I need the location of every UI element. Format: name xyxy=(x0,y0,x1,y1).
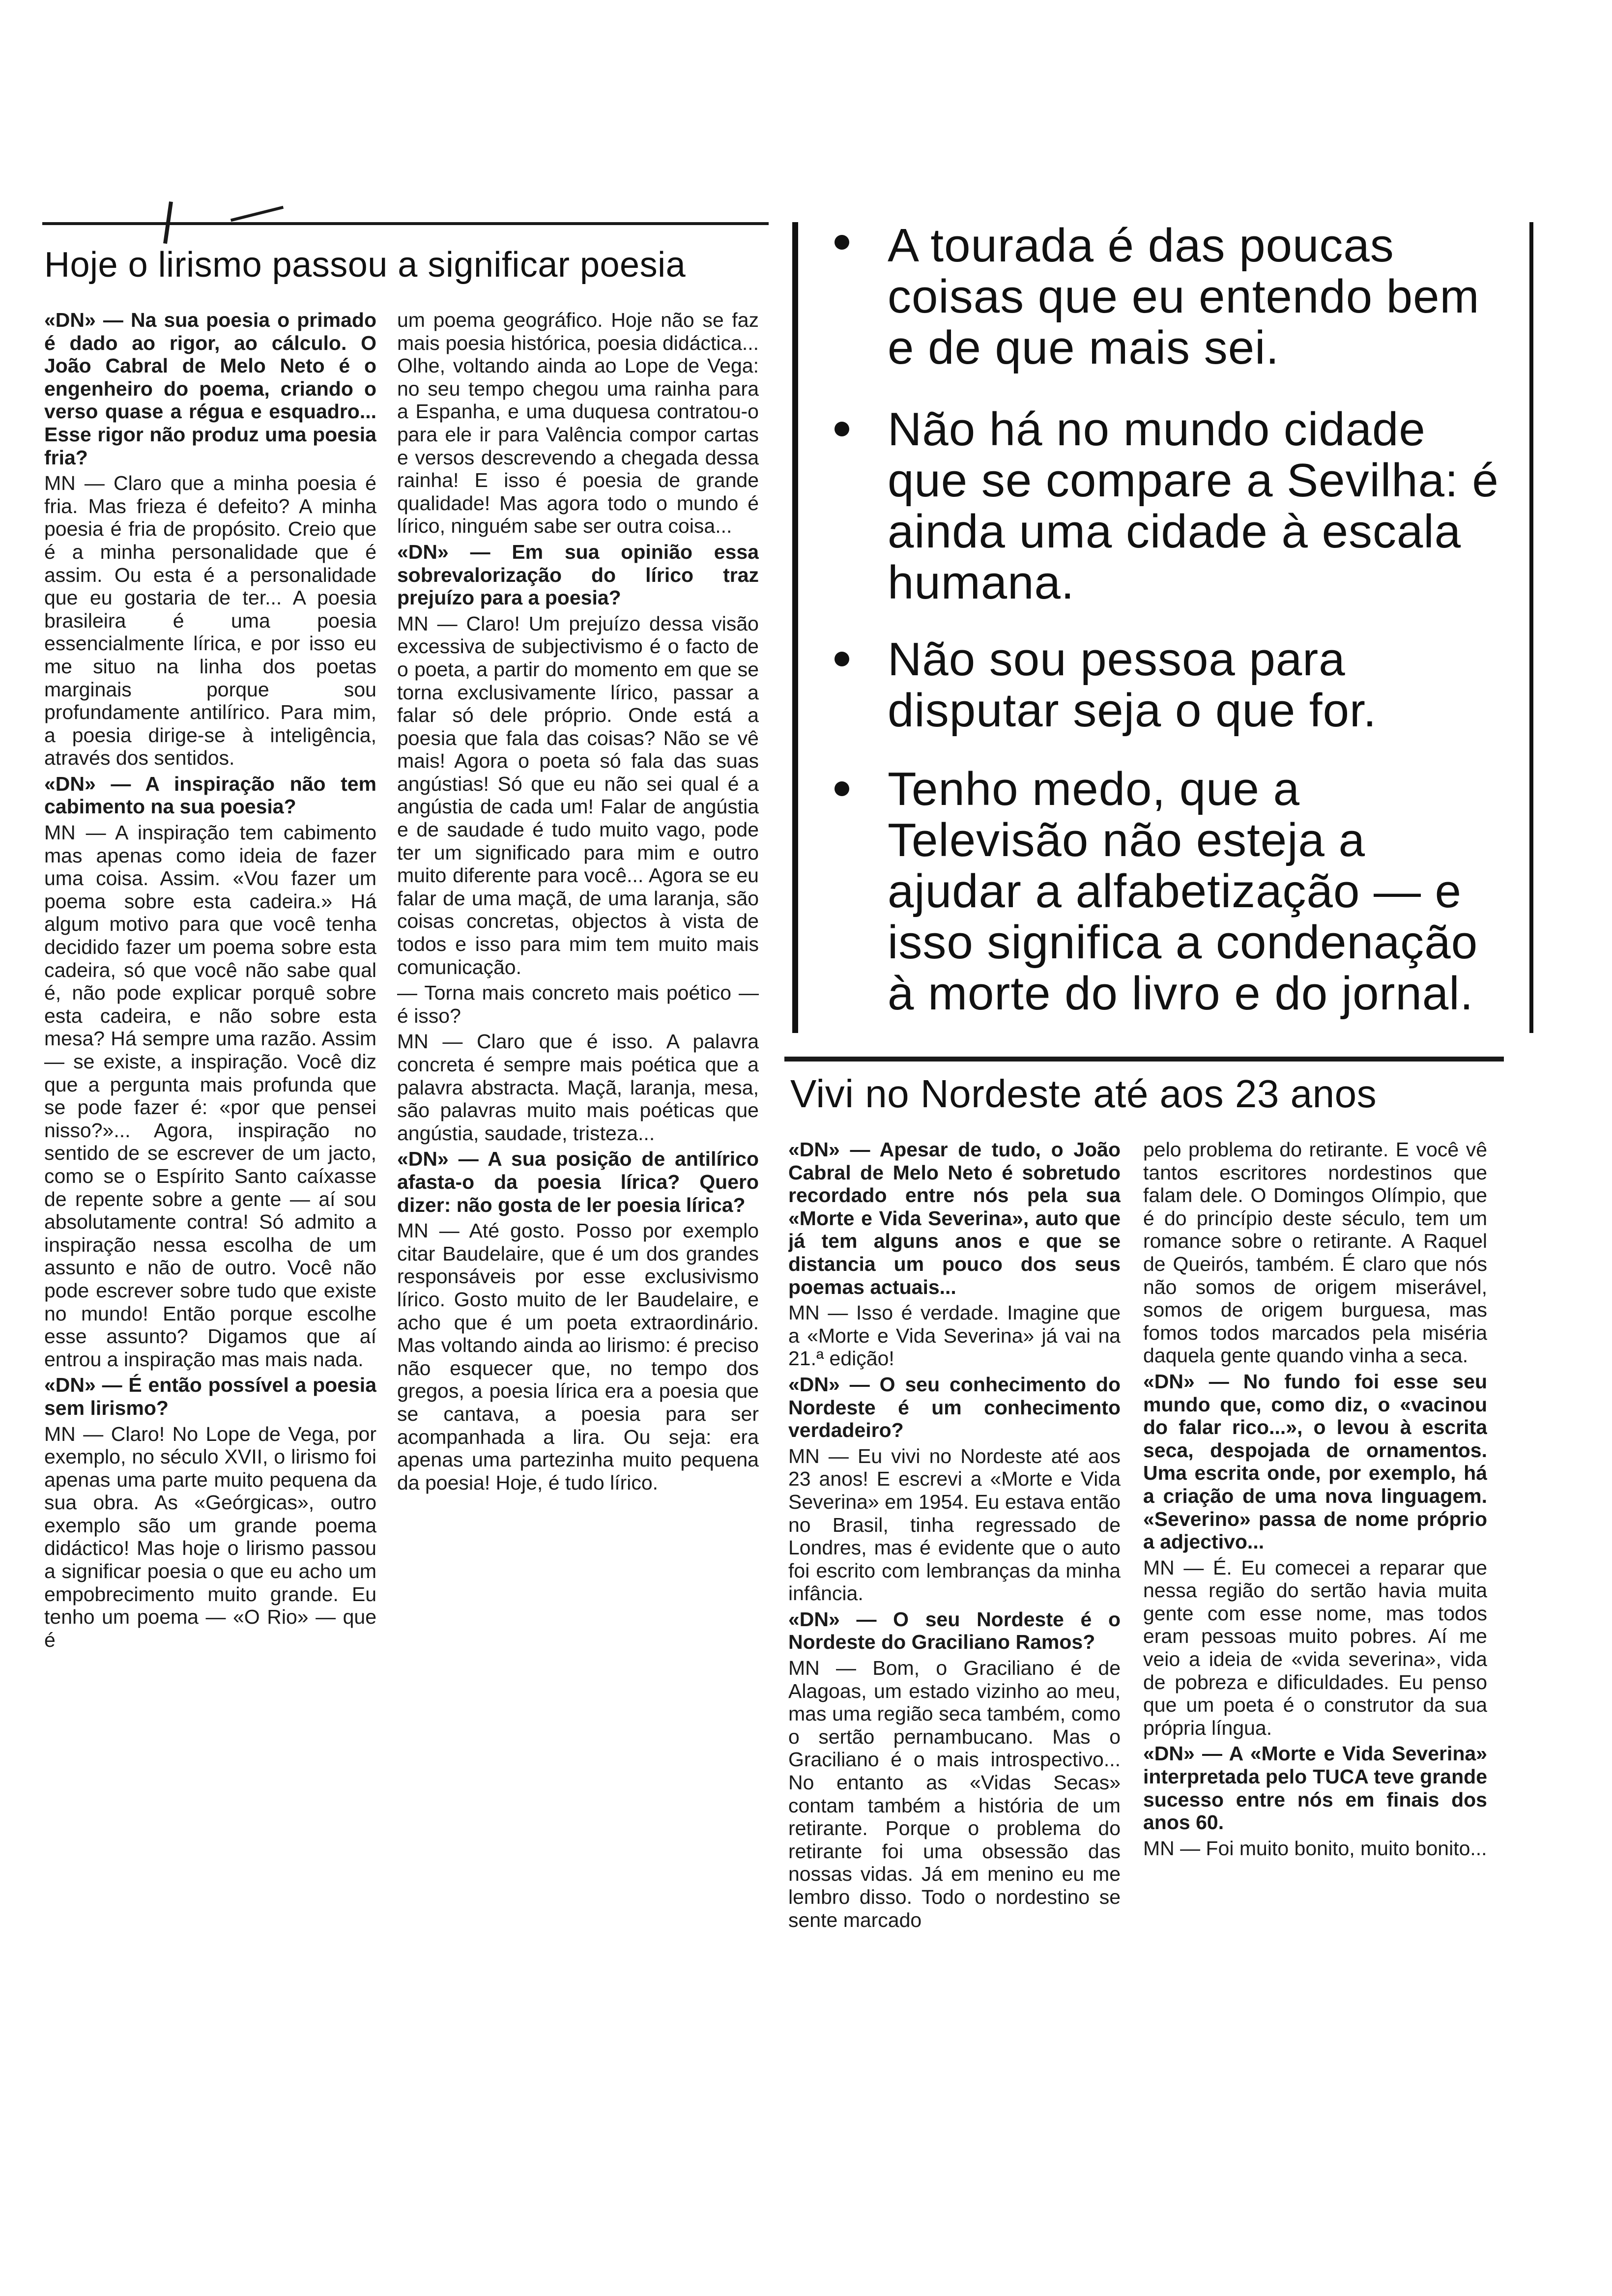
quote-box xyxy=(792,219,1533,1033)
bullet-dot-icon xyxy=(835,235,849,250)
question-paragraph: «DN» — A inspiração não tem cabimento na sua poesia? xyxy=(44,772,376,818)
column-2 xyxy=(397,309,759,2166)
question-paragraph: «DN» — É então possível a poesia sem lirismo? xyxy=(44,1374,376,1419)
answer-paragraph: MN — Bom, o Graciliano é de Alagoas, um estado vizinho ao meu, mas uma região seca também, como o sertão pernambucano. Mas o Graciliano é o mais introspectivo... No entanto as «Vidas Secas» contam também a história de um retirante. Porque o problema do retirante foi uma obsessão das nossas vidas. Já em menino eu me lembro disso. Todo o nordestino se sente marcado xyxy=(788,1657,1121,1931)
answer-paragraph: — Torna mais concreto mais poético — é isso? xyxy=(397,981,759,1027)
bullet-dot-icon xyxy=(835,652,849,666)
top-rule-right xyxy=(784,1057,1504,1062)
question-paragraph: «DN» — O seu Nordeste é o Nordeste do Graciliano Ramos? xyxy=(788,1607,1121,1654)
bullet-dot-icon xyxy=(835,422,849,436)
column-4 xyxy=(1143,1138,1487,2200)
column-1 xyxy=(44,309,376,2166)
answer-paragraph: MN — Claro! Um prejuízo dessa visão excessiva de subjectivismo é o facto de o poeta, a partir do momento em que se torna exclusivamente lírico, passar a falar só dele próprio. Onde está a poesia que fala das coisas? Não se vê mais! Agora o poeta só fala das suas angústias! Só que eu não sei qual é a angústia de cada um! Falar de angústia e de saudade é tudo muito vago, pode ter um significado para mim e outro muito diferente para você... Agora se eu falar de uma maçã, de uma laranja, são coisas concretas, objectos à vista de todos e isso para mim tem muito mais comunicação. xyxy=(397,612,759,978)
question-paragraph: «DN» — Em sua opinião essa sobrevalorização do lírico traz prejuízo para a poesia? xyxy=(397,540,759,609)
column-3 xyxy=(788,1138,1121,2200)
question-paragraph: «DN» — A «Morte e Vida Severina» interpretada pelo TUCA teve grande sucesso entre nós em finais dos anos 60. xyxy=(1143,1742,1487,1834)
clipping-mark-stroke xyxy=(230,206,284,222)
answer-paragraph: MN — Foi muito bonito, muito bonito... xyxy=(1143,1837,1487,1860)
question-paragraph: «DN» — No fundo foi esse seu mundo que, como diz, o «vacinou do falar rico...», o levou à escrita seca, despojada de ornamentos. Uma escrita onde, por exemplo, há a criação de uma nova linguagem. «Severino» passa de nome próprio a adjectivo... xyxy=(1143,1370,1487,1553)
question-paragraph: «DN» — A sua posição de antilírico afasta-o da poesia lírica? Quero dizer: não gosta de ler poesia lírica? xyxy=(397,1148,759,1216)
question-paragraph: «DN» — Na sua poesia o primado é dado ao rigor, ao cálculo. O João Cabral de Melo Neto é o engenheiro do poema, criando o verso quase a régua e esquadro... Esse rigor não produz uma poesia fria? xyxy=(44,309,376,469)
quote-text: Tenho medo, que a Televisão não esteja a ajudar a alfabetização — e isso significa a condenação à morte do livro e do jornal. xyxy=(888,763,1478,1020)
left-headline: Hoje o lirismo passou a significar poesia xyxy=(44,245,686,285)
quote-text: Não sou pessoa para disputar seja o que for. xyxy=(888,633,1377,737)
quote-text: A tourada é das poucas coisas que eu entendo bem e de que mais sei. xyxy=(888,219,1480,374)
bullet-dot-icon xyxy=(835,781,849,796)
answer-paragraph: MN — É. Eu comecei a reparar que nessa região do sertão havia muita gente com esse nome, mas todos eram pessoas muito pobres. Aí me veio a ideia de «vida severina», vida de pobreza e dificuldades. Eu penso que um poeta é o construtor da sua própria língua. xyxy=(1143,1556,1487,1739)
answer-paragraph: MN — Claro que a minha poesia é fria. Mas frieza é defeito? A minha poesia é fria de propósito. Creio que é a minha personalidade que é assim. Ou esta é a personalidade que eu gostaria de ter... A poesia brasileira é uma poesia essencialmente lírica, e por isso eu me situo na linha dos poetas marginais porque sou profundamente antilírico. Para mim, a poesia dirige-se à inteligência, através dos sentidos. xyxy=(44,472,376,770)
answer-paragraph: pelo problema do retirante. E você vê tantos escritores nordestinos que falam dele. O Domingos Olímpio, que é do princípio deste século, tem um romance sobre o retirante. A Raquel de Queirós, também. É claro que nós não somos de origem miserável, somos de origem burguesa, mas fomos todos marcados pela miséria daquela gente quando vinha a seca. xyxy=(1143,1138,1487,1367)
answer-paragraph: MN — Claro que é isso. A palavra concreta é sempre mais poética que a palavra abstracta. Maçã, laranja, mesa, são palavras muito mais poéticas que angústia, saudade, tristeza... xyxy=(397,1030,759,1145)
answer-paragraph: MN — A inspiração tem cabimento mas apenas como ideia de fazer uma coisa. Assim. «Vou fazer um poema sobre esta cadeira.» Há algum motivo para que você tenha decidido fazer um poema sobre esta cadeira, só que você não sabe qual é, não pode explicar porquê sobre esta cadeira, e não sobre esta mesa? Há sempre uma razão. Assim — se existe, a inspiração. Você diz que a pergunta mais profunda que se pode fazer é: «por que pensei nisso?»... Agora, inspiração no sentido de se escrever de um jacto, como se o Espírito Santo caíxasse de repente sobre a gente — aí sou absolutamente contra! Só admito a inspiração nessa escolha de um assunto e não de outro. Você não pode escrever sobre tudo que existe no mundo! Então porque escolhe esse assunto? Digamos que aí entrou a inspiração mas mais nada. xyxy=(44,821,376,1371)
question-paragraph: «DN» — Apesar de tudo, o João Cabral de Melo Neto é sobretudo recordado entre nós pela sua «Morte e Vida Severina», auto que já tem alguns anos e que se distancia um pouco dos seus poemas actuais... xyxy=(788,1138,1121,1298)
answer-paragraph: MN — Eu vivi no Nordeste até aos 23 anos! E escrevi a «Morte e Vida Severina» em 1954. Eu estava então no Brasil, tinha regressado de Londres, mas é evidente que o auto foi escrito com lembranças da minha infância. xyxy=(788,1444,1121,1605)
answer-paragraph: MN — Claro! No Lope de Vega, por exemplo, no século XVII, o lirismo foi apenas uma parte muito pequena da sua obra. As «Geórgicas», outro exemplo são um grande poema didáctico! Mas hoje o lirismo passou a significar poesia o que eu acho um empobrecimento muito grande. Eu tenho um poema — «O Rio» — que é xyxy=(44,1422,376,1651)
right-headline: Vivi no Nordeste até aos 23 anos xyxy=(790,1072,1377,1116)
answer-paragraph: MN — Até gosto. Posso por exemplo citar Baudelaire, que é um dos grandes responsáveis por esse exclusivismo lírico. Gosto muito de ler Baudelaire, e acho que é um poeta extraordinário. Mas voltando ainda ao lirismo: é preciso não esquecer que, no tempo dos gregos, a poesia lírica era a poesia que se cantava, a poesia para ser acompanhada a lira. Ou seja: era apenas uma partezinha muito pequena da poesia! Hoje, é tudo lírico. xyxy=(397,1219,759,1494)
question-paragraph: «DN» — O seu conhecimento do Nordeste é um conhecimento verdadeiro? xyxy=(788,1373,1121,1442)
answer-paragraph: MN — Isso é verdade. Imagine que a «Morte e Vida Severina» já vai na 21.ª edição! xyxy=(788,1301,1121,1370)
quote-text: Não há no mundo cidade que se compare a Sevilha: é ainda uma cidade à escala humana. xyxy=(888,403,1499,609)
top-rule-left xyxy=(42,222,769,225)
answer-paragraph: um poema geográfico. Hoje não se faz mais poesia histórica, poesia didáctica... Olhe, voltando ainda ao Lope de Vega: no seu tempo chegou uma rainha para a Espanha, e uma duquesa contratou-o para ele ir para Valência compor cartas e versos descrevendo a chegada dessa rainha! E isso é poesia de grande qualidade! Mas agora todo o mundo é lírico, ninguém sabe ser outra coisa... xyxy=(397,309,759,538)
